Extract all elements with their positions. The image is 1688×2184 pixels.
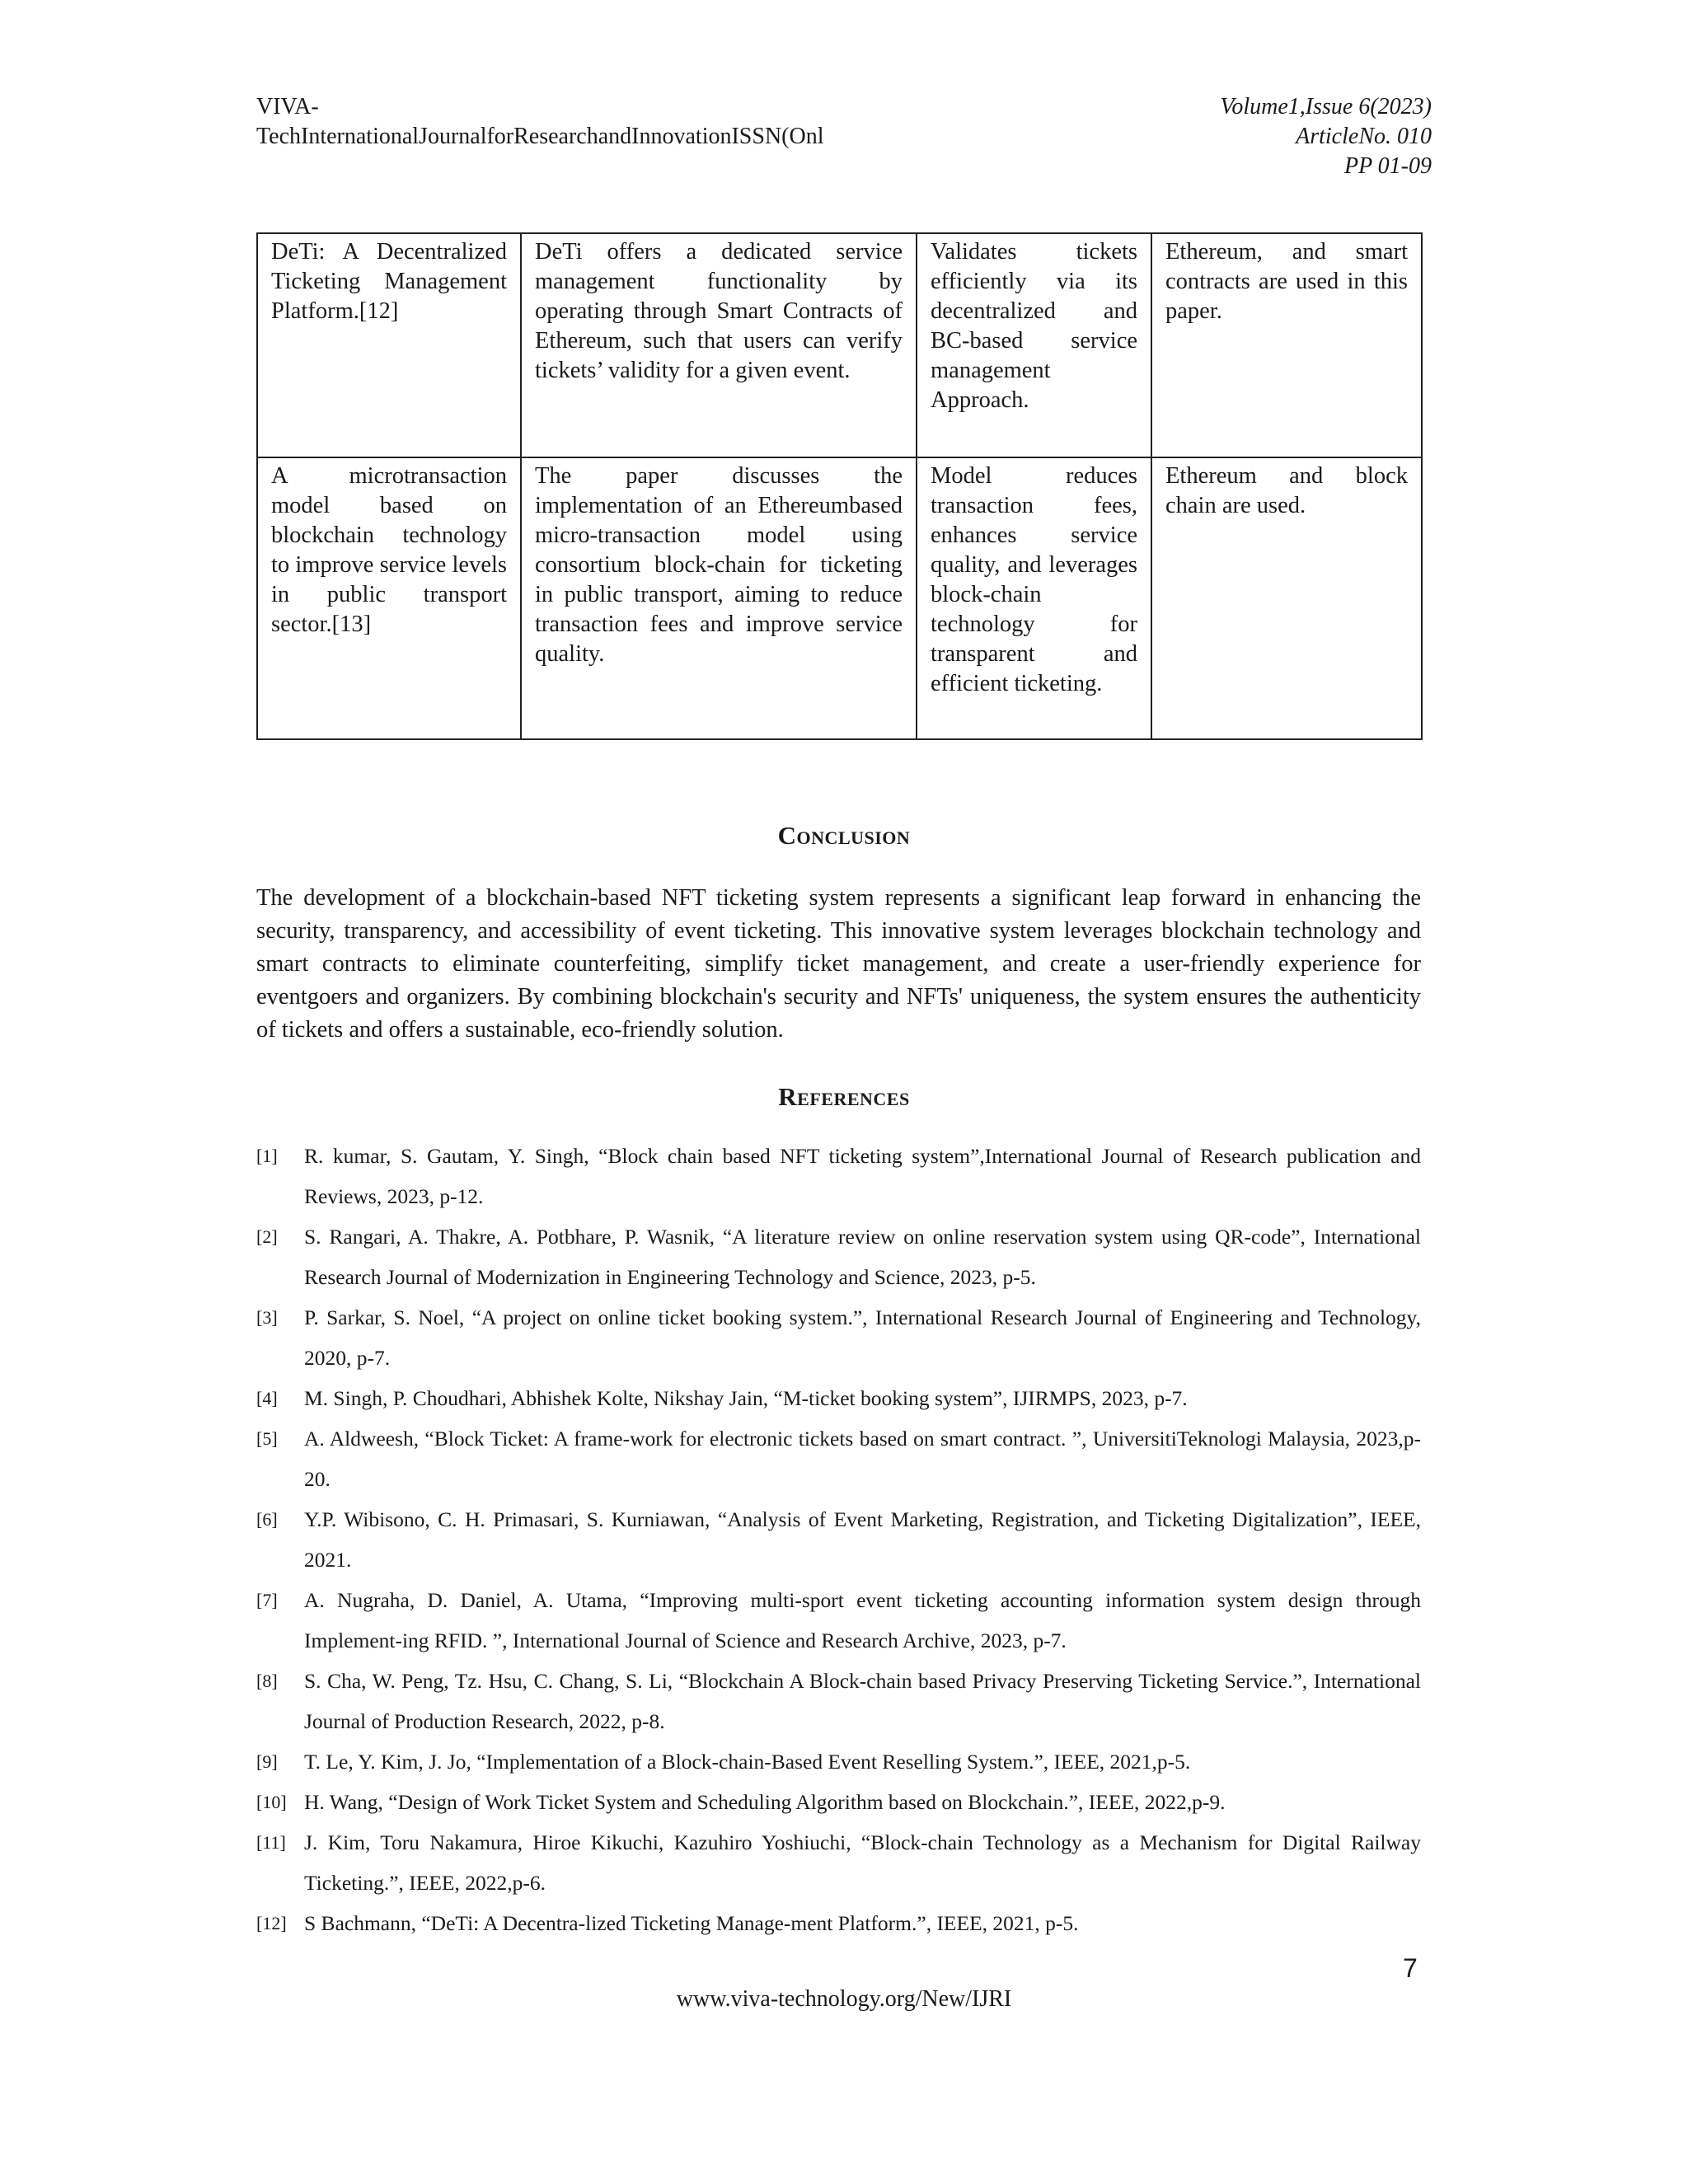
reference-text: R. kumar, S. Gautam, Y. Singh, “Block chain based NFT ticketing system”,International Journal of Research publication and Reviews, 2023, p-12. (304, 1144, 1421, 1208)
table-row (257, 457, 1422, 739)
reference-text: M. Singh, P. Choudhari, Abhishek Kolte, Nikshay Jain, “M-ticket booking system”, IJIRMPS, 2023, p-7. (304, 1386, 1188, 1410)
reference-number: [10] (256, 1792, 287, 1812)
conclusion-paragraph: The development of a blockchain-based NFT ticketing system represents a significant leap forward in enhancing the security, transparency, and accessibility of event ticketing. This innovative system leverages blockchain technology and smart contracts to eliminate counterfeiting, simplify ticket management, and create a user-friendly experience for eventgoers and organizers. By combining blockchain's security and NFTs' uniqueness, the system ensures the authenticity of tickets and offers a sustainable, eco-friendly solution. (256, 885, 1421, 1043)
reference-text: A. Aldweesh, “Block Ticket: A frame-work for electronic tickets based on smart contract. ”, UniversitiTeknologi Malaysia, 2023,p-20. (304, 1427, 1421, 1491)
reference-number: [3] (256, 1307, 278, 1328)
comparison-table (256, 232, 1423, 740)
list-item (256, 1903, 1421, 1943)
references-list (256, 1136, 1421, 1943)
conclusion-heading: Conclusion (777, 821, 911, 850)
reference-text: A. Nugraha, D. Daniel, A. Utama, “Improving multi-sport event ticketing accounting information system design through Implement-ing RFID. ”, International Journal of Science and Research Archive, 2023, p-7. (304, 1588, 1421, 1652)
reference-text: S. Cha, W. Peng, Tz. Hsu, C. Chang, S. Li, “Blockchain A Block-chain based Privacy Preserving Ticketing Service.”, International Journal of Production Research, 2022, p-8. (304, 1669, 1421, 1733)
reference-number: [12] (256, 1913, 287, 1933)
reference-number: [2] (256, 1226, 278, 1247)
list-item (256, 1297, 1421, 1378)
reference-text: J. Kim, Toru Nakamura, Hiroe Kikuchi, Kazuhiro Yoshiuchi, “Block-chain Technology as a Mechanism for Digital Railway Ticketing.”, IEEE, 2022,p-6. (304, 1830, 1421, 1895)
reference-number: [6] (256, 1509, 278, 1530)
journal-header-left (256, 92, 824, 152)
table-cell-outcome: Model reduces transaction fees, enhances service quality, and leverages block-chain technology for transparent and efficient ticketing. (917, 457, 1151, 739)
reference-text: H. Wang, “Design of Work Ticket System and Scheduling Algorithm based on Blockchain.”, IEEE, 2022,p-9. (304, 1790, 1226, 1814)
list-item (256, 1782, 1421, 1822)
journal-name-line-2: TechInternationalJournalforResearchandInnovationISSN(Onl (256, 124, 824, 149)
footer-url: www.viva-technology.org/New/IJRI (676, 1986, 1012, 2012)
list-item (256, 1136, 1421, 1216)
reference-number: [1] (256, 1146, 278, 1166)
page-range: PP 01-09 (1343, 153, 1432, 179)
reference-text: T. Le, Y. Kim, J. Jo, “Implementation of a Block-chain-Based Event Reselling System.”, IEEE, 2021,p-5. (304, 1750, 1191, 1774)
table-cell-outcome: Validates tickets efficiently via its decentralized and BC-based service management Approach. (917, 233, 1151, 457)
reference-number: [4] (256, 1388, 278, 1408)
page-number: 7 (1403, 1953, 1418, 1983)
list-item (256, 1822, 1421, 1903)
reference-text: S Bachmann, “DeTi: A Decentra-lized Ticketing Manage-ment Platform.”, IEEE, 2021, p-5. (304, 1911, 1079, 1935)
list-item (256, 1741, 1421, 1782)
list-item (256, 1661, 1421, 1741)
table-cell-title: DeTi: A Decentralized Ticketing Management Platform.[12] (257, 233, 521, 457)
reference-number: [8] (256, 1671, 278, 1691)
reference-text: S. Rangari, A. Thakre, A. Potbhare, P. Wasnik, “A literature review on online reservation system using QR-code”, International Research Journal of Modernization in Engineering Technology and Science, 2023, p-5. (304, 1225, 1421, 1289)
list-item (256, 1378, 1421, 1418)
journal-header-right (1220, 92, 1432, 181)
reference-number: [5] (256, 1428, 278, 1449)
reference-number: [7] (256, 1590, 278, 1610)
reference-text: Y.P. Wibisono, C. H. Primasari, S. Kurniawan, “Analysis of Event Marketing, Registration, and Ticketing Digitalization”, IEEE, 2021. (304, 1507, 1421, 1572)
reference-number: [11] (256, 1832, 286, 1853)
list-item (256, 1418, 1421, 1499)
table-cell-description: DeTi offers a dedicated service management functionality by operating through Smart Contracts of Ethereum, such that users can verify tickets’ validity for a given event. (521, 233, 917, 457)
reference-number: [9] (256, 1751, 278, 1772)
list-item (256, 1499, 1421, 1580)
table-cell-technology: Ethereum and block chain are used. (1151, 457, 1422, 739)
references-heading: References (778, 1082, 910, 1111)
table-row (257, 233, 1422, 457)
list-item (256, 1580, 1421, 1661)
table-cell-technology: Ethereum, and smart contracts are used in this paper. (1151, 233, 1422, 457)
volume-issue: Volume1,Issue 6(2023) (1220, 94, 1432, 120)
article-number: ArticleNo. 010 (1296, 124, 1432, 149)
reference-text: P. Sarkar, S. Noel, “A project on online ticket booking system.”, International Research Journal of Engineering and Technology, 2020, p-7. (304, 1305, 1421, 1370)
table-cell-description: The paper discusses the implementation of an Ethereumbased micro-transaction model using consortium block-chain for ticketing in public transport, aiming to reduce transaction fees and improve service quality. (521, 457, 917, 739)
list-item (256, 1216, 1421, 1297)
table-cell-title: A microtransaction model based on blockchain technology to improve service levels in public transport sector.[13] (257, 457, 521, 739)
journal-name-line-1: VIVA- (256, 94, 319, 120)
